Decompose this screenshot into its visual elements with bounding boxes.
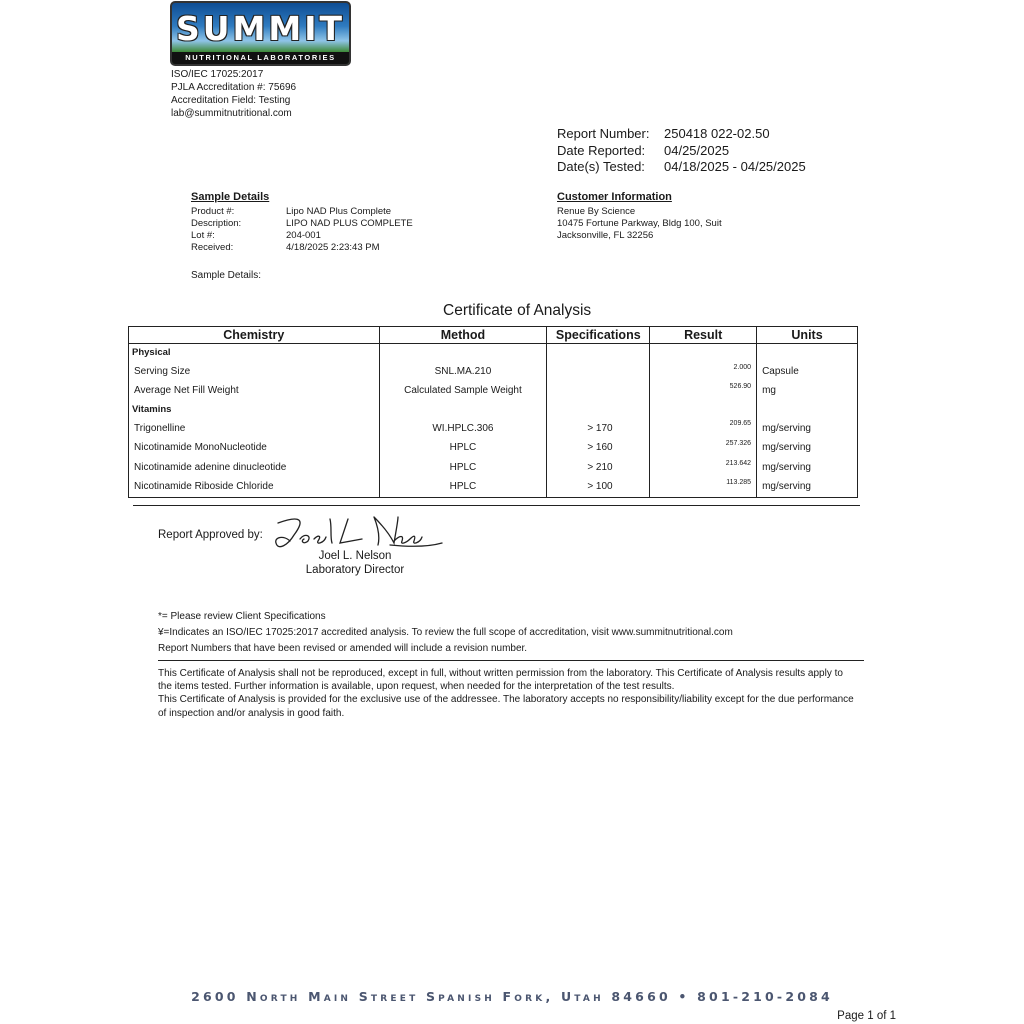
col-result: Result xyxy=(650,327,757,344)
accreditation-number: PJLA Accreditation #: 75696 xyxy=(171,82,297,93)
analyte-result: 2.000 xyxy=(650,362,757,382)
analyte-spec xyxy=(547,381,650,401)
note-accreditation: ¥=Indicates an ISO/IEC 17025:2017 accredited analysis. To review the full scope of accreditation, visit www.summitnutritional.com xyxy=(158,627,733,638)
note-revision: Report Numbers that have been revised or amended will include a revision number. xyxy=(158,643,528,654)
category-row xyxy=(129,344,858,362)
note-client-specs: *= Please review Client Specifications xyxy=(158,611,326,622)
customer-name: Renue By Science xyxy=(557,206,636,217)
customer-city: Jacksonville, FL 32256 xyxy=(557,230,654,241)
analyte-units: Capsule xyxy=(757,362,858,382)
analyte-spec xyxy=(547,362,650,382)
analyte-method: SNL.MA.210 xyxy=(379,362,547,382)
col-method: Method xyxy=(379,327,547,344)
analyte-result: 257.326 xyxy=(650,438,757,458)
description-value: LIPO NAD PLUS COMPLETE xyxy=(286,218,413,229)
date-reported-value: 04/25/2025 xyxy=(664,142,730,158)
analyte-spec: > 100 xyxy=(547,477,650,497)
analyte-result: 526.90 xyxy=(650,381,757,401)
analyte-units: mg xyxy=(757,381,858,401)
accreditation-field: Accreditation Field: Testing xyxy=(171,95,291,106)
table-row xyxy=(129,477,858,497)
report-number-value: 250418 022-02.50 xyxy=(664,126,770,141)
category-physical: Physical xyxy=(129,344,380,362)
lot-value: 204-001 xyxy=(286,230,321,241)
approver-role: Laboratory Director xyxy=(305,564,405,576)
category-vitamins: Vitamins xyxy=(129,401,380,419)
analyte-spec: > 210 xyxy=(547,458,650,478)
sample-details-label: Sample Details: xyxy=(191,270,262,281)
col-units: Units xyxy=(757,327,858,344)
table-row xyxy=(129,438,858,458)
legal-text xyxy=(158,667,858,720)
footer-address: 2600 North Main Street Spanish Fork, Utah 84660 • 801-210-2084 xyxy=(191,989,833,1004)
approved-by-label: Report Approved by: xyxy=(158,529,263,541)
divider xyxy=(158,660,864,661)
legal-paragraph: This Certificate of Analysis is provided for the exclusive use of the addressee. The laboratory accepts no responsibility/liability except for the due performance of inspection and/or analysis in good faith. xyxy=(158,694,854,719)
analyte-method: HPLC xyxy=(379,458,547,478)
analyte-units: mg/serving xyxy=(757,438,858,458)
category-row xyxy=(129,401,858,419)
received-value: 4/18/2025 2:23:43 PM xyxy=(286,242,380,253)
table-row xyxy=(129,418,858,438)
description-label: Description: xyxy=(191,218,242,229)
sample-details-grid xyxy=(191,206,413,254)
report-number-label: Report Number: xyxy=(557,126,650,141)
coa-header-row xyxy=(129,327,858,344)
logo-word: SUMMIT xyxy=(175,9,346,48)
analyte-name: Trigonelline xyxy=(129,418,380,438)
col-specifications: Specifications xyxy=(547,327,650,344)
lab-info xyxy=(171,68,296,120)
col-chemistry: Chemistry xyxy=(129,327,380,344)
analyte-method: WI.HPLC.306 xyxy=(379,418,547,438)
dates-tested-label: Date(s) Tested: xyxy=(557,159,645,174)
summit-logo xyxy=(170,1,351,66)
dates-tested-value: 04/18/2025 - 04/25/2025 xyxy=(664,159,806,174)
received-label: Received: xyxy=(191,242,234,253)
analyte-name: Nicotinamide adenine dinucleotide xyxy=(129,458,380,478)
lot-label: Lot #: xyxy=(191,230,215,241)
analyte-method: HPLC xyxy=(379,438,547,458)
divider xyxy=(133,505,860,506)
accreditation-standard: ISO/IEC 17025:2017 xyxy=(171,69,264,80)
analyte-units: mg/serving xyxy=(757,477,858,497)
notes xyxy=(158,609,733,657)
coa-table xyxy=(128,326,858,498)
sample-details xyxy=(191,191,413,282)
date-reported-label: Date Reported: xyxy=(557,142,646,158)
analyte-spec: > 160 xyxy=(547,438,650,458)
customer-address: 10475 Fortune Parkway, Bldg 100, Suit xyxy=(557,218,722,229)
customer-info-title: Customer Information xyxy=(557,191,672,203)
analyte-method: HPLC xyxy=(379,477,547,497)
analyte-name: Serving Size xyxy=(129,362,380,382)
sample-details-title: Sample Details xyxy=(191,191,270,203)
legal-paragraph: This Certificate of Analysis shall not be reproduced, except in full, without written permission from the laboratory. This Certificate of Analysis results apply to the items tested. Further information is available, upon request, when needed for the interpretation of the test results. xyxy=(158,668,843,693)
product-value: Lipo NAD Plus Complete xyxy=(286,206,392,217)
analyte-units: mg/serving xyxy=(757,458,858,478)
analyte-units: mg/serving xyxy=(757,418,858,438)
analyte-result: 113.285 xyxy=(650,477,757,497)
table-row xyxy=(129,458,858,478)
lab-email: lab@summitnutritional.com xyxy=(171,108,292,119)
analyte-result: 213.642 xyxy=(650,458,757,478)
logo-tagline: NUTRITIONAL LABORATORIES xyxy=(172,52,349,64)
customer-info xyxy=(557,191,722,242)
page-number: Page 1 of 1 xyxy=(837,1010,896,1022)
analyte-method: Calculated Sample Weight xyxy=(379,381,547,401)
product-label: Product #: xyxy=(191,206,235,217)
table-row xyxy=(129,362,858,382)
analyte-name: Nicotinamide Riboside Chloride xyxy=(129,477,380,497)
analyte-spec: > 170 xyxy=(547,418,650,438)
approver-name: Joel L. Nelson xyxy=(318,550,392,562)
table-row xyxy=(129,381,858,401)
approver xyxy=(300,549,410,577)
coa-title: Certificate of Analysis xyxy=(443,302,592,319)
analyte-result: 209.65 xyxy=(650,418,757,438)
analyte-name: Average Net Fill Weight xyxy=(129,381,380,401)
analyte-name: Nicotinamide MonoNucleotide xyxy=(129,438,380,458)
report-meta xyxy=(557,126,806,176)
